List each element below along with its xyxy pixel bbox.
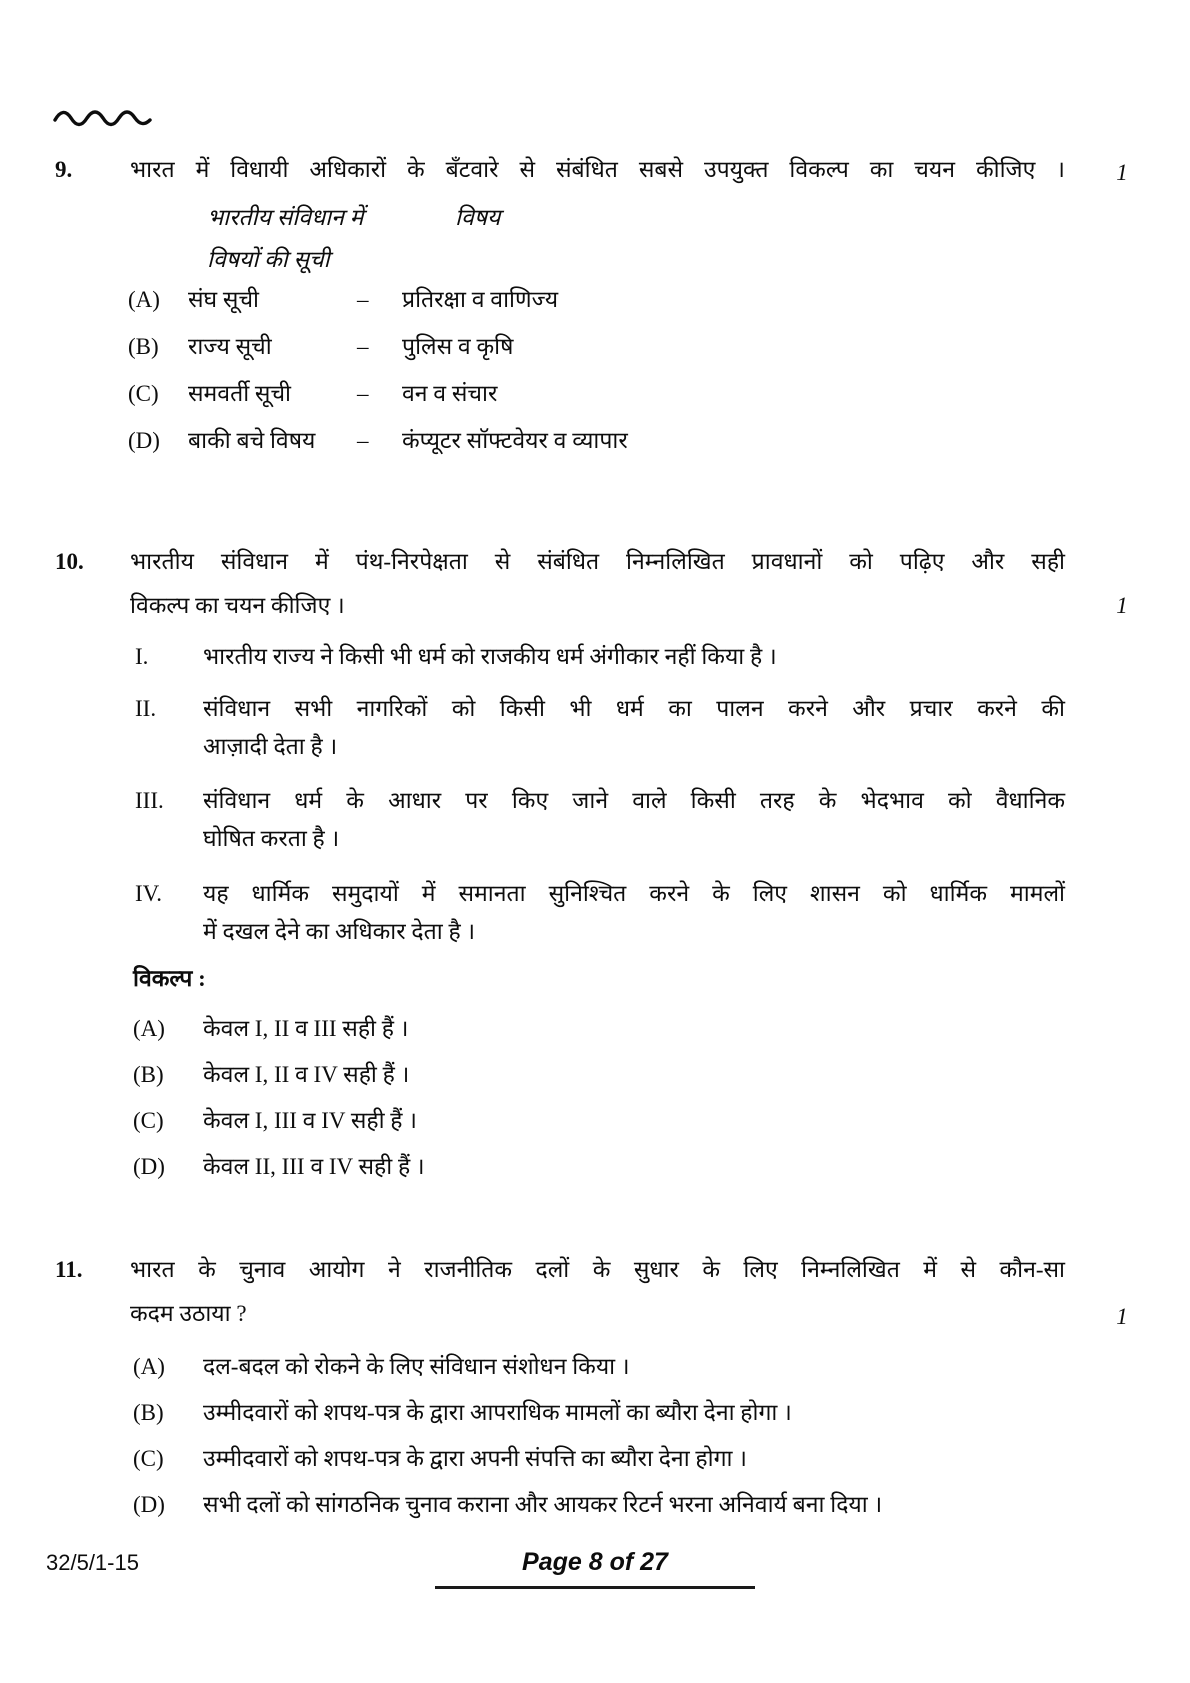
q9-rowD-label: (D) [128, 428, 160, 453]
q9-rowB-match: पुलिस व कृषि [402, 334, 514, 359]
squiggle-icon [52, 104, 154, 134]
q10-options-heading: विकल्प : [133, 966, 206, 991]
q10-statement4-numeral: IV. [135, 881, 163, 906]
q9-rowB-dash: – [357, 334, 369, 359]
q11-optionC-text: उम्मीदवारों को शपथ-पत्र के द्वारा अपनी संपत्ति का ब्यौरा देना होगा । [203, 1446, 747, 1471]
footer-page-number: Page 8 of 27 [522, 1548, 668, 1576]
q11-text-line2: कदम उठाया ? [130, 1301, 247, 1326]
q9-number: 9. [55, 157, 73, 182]
q11-optionA-text: दल-बदल को रोकने के लिए संविधान संशोधन किया । [203, 1354, 630, 1379]
q9-rowD-item: बाकी बचे विषय [188, 428, 316, 453]
q9-column1-header-line1: भारतीय संविधान में [207, 205, 364, 230]
squiggle-mark [52, 104, 154, 134]
q9-rowA-label: (A) [128, 287, 160, 312]
q9-rowA-dash: – [357, 287, 369, 312]
q10-optionA-label: (A) [133, 1016, 165, 1041]
q10-optionD-label: (D) [133, 1154, 165, 1179]
q10-statement1-numeral: I. [135, 644, 149, 669]
q11-optionB-label: (B) [133, 1400, 164, 1425]
q9-rowC-dash: – [357, 381, 369, 406]
q10-text-line2: विकल्प का चयन कीजिए । [130, 593, 345, 618]
q11-optionC-label: (C) [133, 1446, 164, 1471]
q11-text-line1: भारत के चुनाव आयोग ने राजनीतिक दलों के सुधार के लिए निम्नलिखित में से कौन-सा [130, 1257, 1065, 1282]
q10-statement4-line2: में दखल देने का अधिकार देता है । [203, 919, 476, 944]
q10-statement2-line1: संविधान सभी नागरिकों को किसी भी धर्म का पालन करने और प्रचार करने की [203, 696, 1065, 721]
q10-statement2-line2: आज़ादी देता है । [203, 734, 338, 759]
q10-marks: 1 [1116, 593, 1128, 618]
q9-rowC-label: (C) [128, 381, 159, 406]
q10-optionB-text: केवल I, II व IV सही हैं । [203, 1062, 410, 1087]
q10-optionD-text: केवल II, III व IV सही हैं । [203, 1154, 425, 1179]
q10-statement3-line2: घोषित करता है । [203, 826, 340, 851]
q10-text-line1: भारतीय संविधान में पंथ-निरपेक्षता से संबंधित निम्नलिखित प्रावधानों को पढ़िए और सही [130, 549, 1065, 574]
footer-paper-code: 32/5/1-15 [46, 1550, 139, 1575]
q10-statement1-line1: भारतीय राज्य ने किसी भी धर्म को राजकीय धर्म अंगीकार नहीं किया है । [203, 644, 777, 669]
q9-rowD-dash: – [357, 428, 369, 453]
q10-number: 10. [55, 549, 84, 574]
q11-marks: 1 [1116, 1304, 1128, 1329]
q9-rowD-match: कंप्यूटर सॉफ्टवेयर व व्यापार [402, 428, 628, 453]
q10-statement2-numeral: II. [135, 696, 157, 721]
q10-optionA-text: केवल I, II व III सही हैं । [203, 1016, 409, 1041]
q9-rowB-item: राज्य सूची [188, 334, 272, 359]
q10-optionC-label: (C) [133, 1108, 164, 1133]
q9-marks: 1 [1116, 160, 1128, 185]
q9-rowC-item: समवर्ती सूची [188, 381, 292, 406]
footer-rule [435, 1586, 755, 1589]
q9-rowA-item: संघ सूची [188, 287, 260, 312]
q11-number: 11. [55, 1257, 83, 1282]
q9-rowC-match: वन व संचार [402, 381, 498, 406]
q9-rowB-label: (B) [128, 334, 159, 359]
q10-optionB-label: (B) [133, 1062, 164, 1087]
q9-column1-header-line2: विषयों की सूची [207, 247, 330, 272]
q11-optionA-label: (A) [133, 1354, 165, 1379]
q9-text: भारत में विधायी अधिकारों के बँटवारे से संबंधित सबसे उपयुक्त विकल्प का चयन कीजिए । [130, 157, 1065, 182]
q10-optionC-text: केवल I, III व IV सही हैं । [203, 1108, 417, 1133]
q10-statement3-numeral: III. [135, 788, 164, 813]
q10-statement4-line1: यह धार्मिक समुदायों में समानता सुनिश्चित करने के लिए शासन को धार्मिक मामलों [203, 881, 1065, 906]
q9-rowA-match: प्रतिरक्षा व वाणिज्य [402, 287, 559, 312]
q11-optionD-label: (D) [133, 1492, 165, 1517]
q10-statement3-line1: संविधान धर्म के आधार पर किए जाने वाले किसी तरह के भेदभाव को वैधानिक [203, 788, 1065, 813]
q11-optionD-text: सभी दलों को सांगठनिक चुनाव कराना और आयकर रिटर्न भरना अनिवार्य बना दिया । [203, 1492, 883, 1517]
q9-column2-header: विषय [455, 205, 501, 230]
q11-optionB-text: उम्मीदवारों को शपथ-पत्र के द्वारा आपराधिक मामलों का ब्यौरा देना होगा । [203, 1400, 792, 1425]
